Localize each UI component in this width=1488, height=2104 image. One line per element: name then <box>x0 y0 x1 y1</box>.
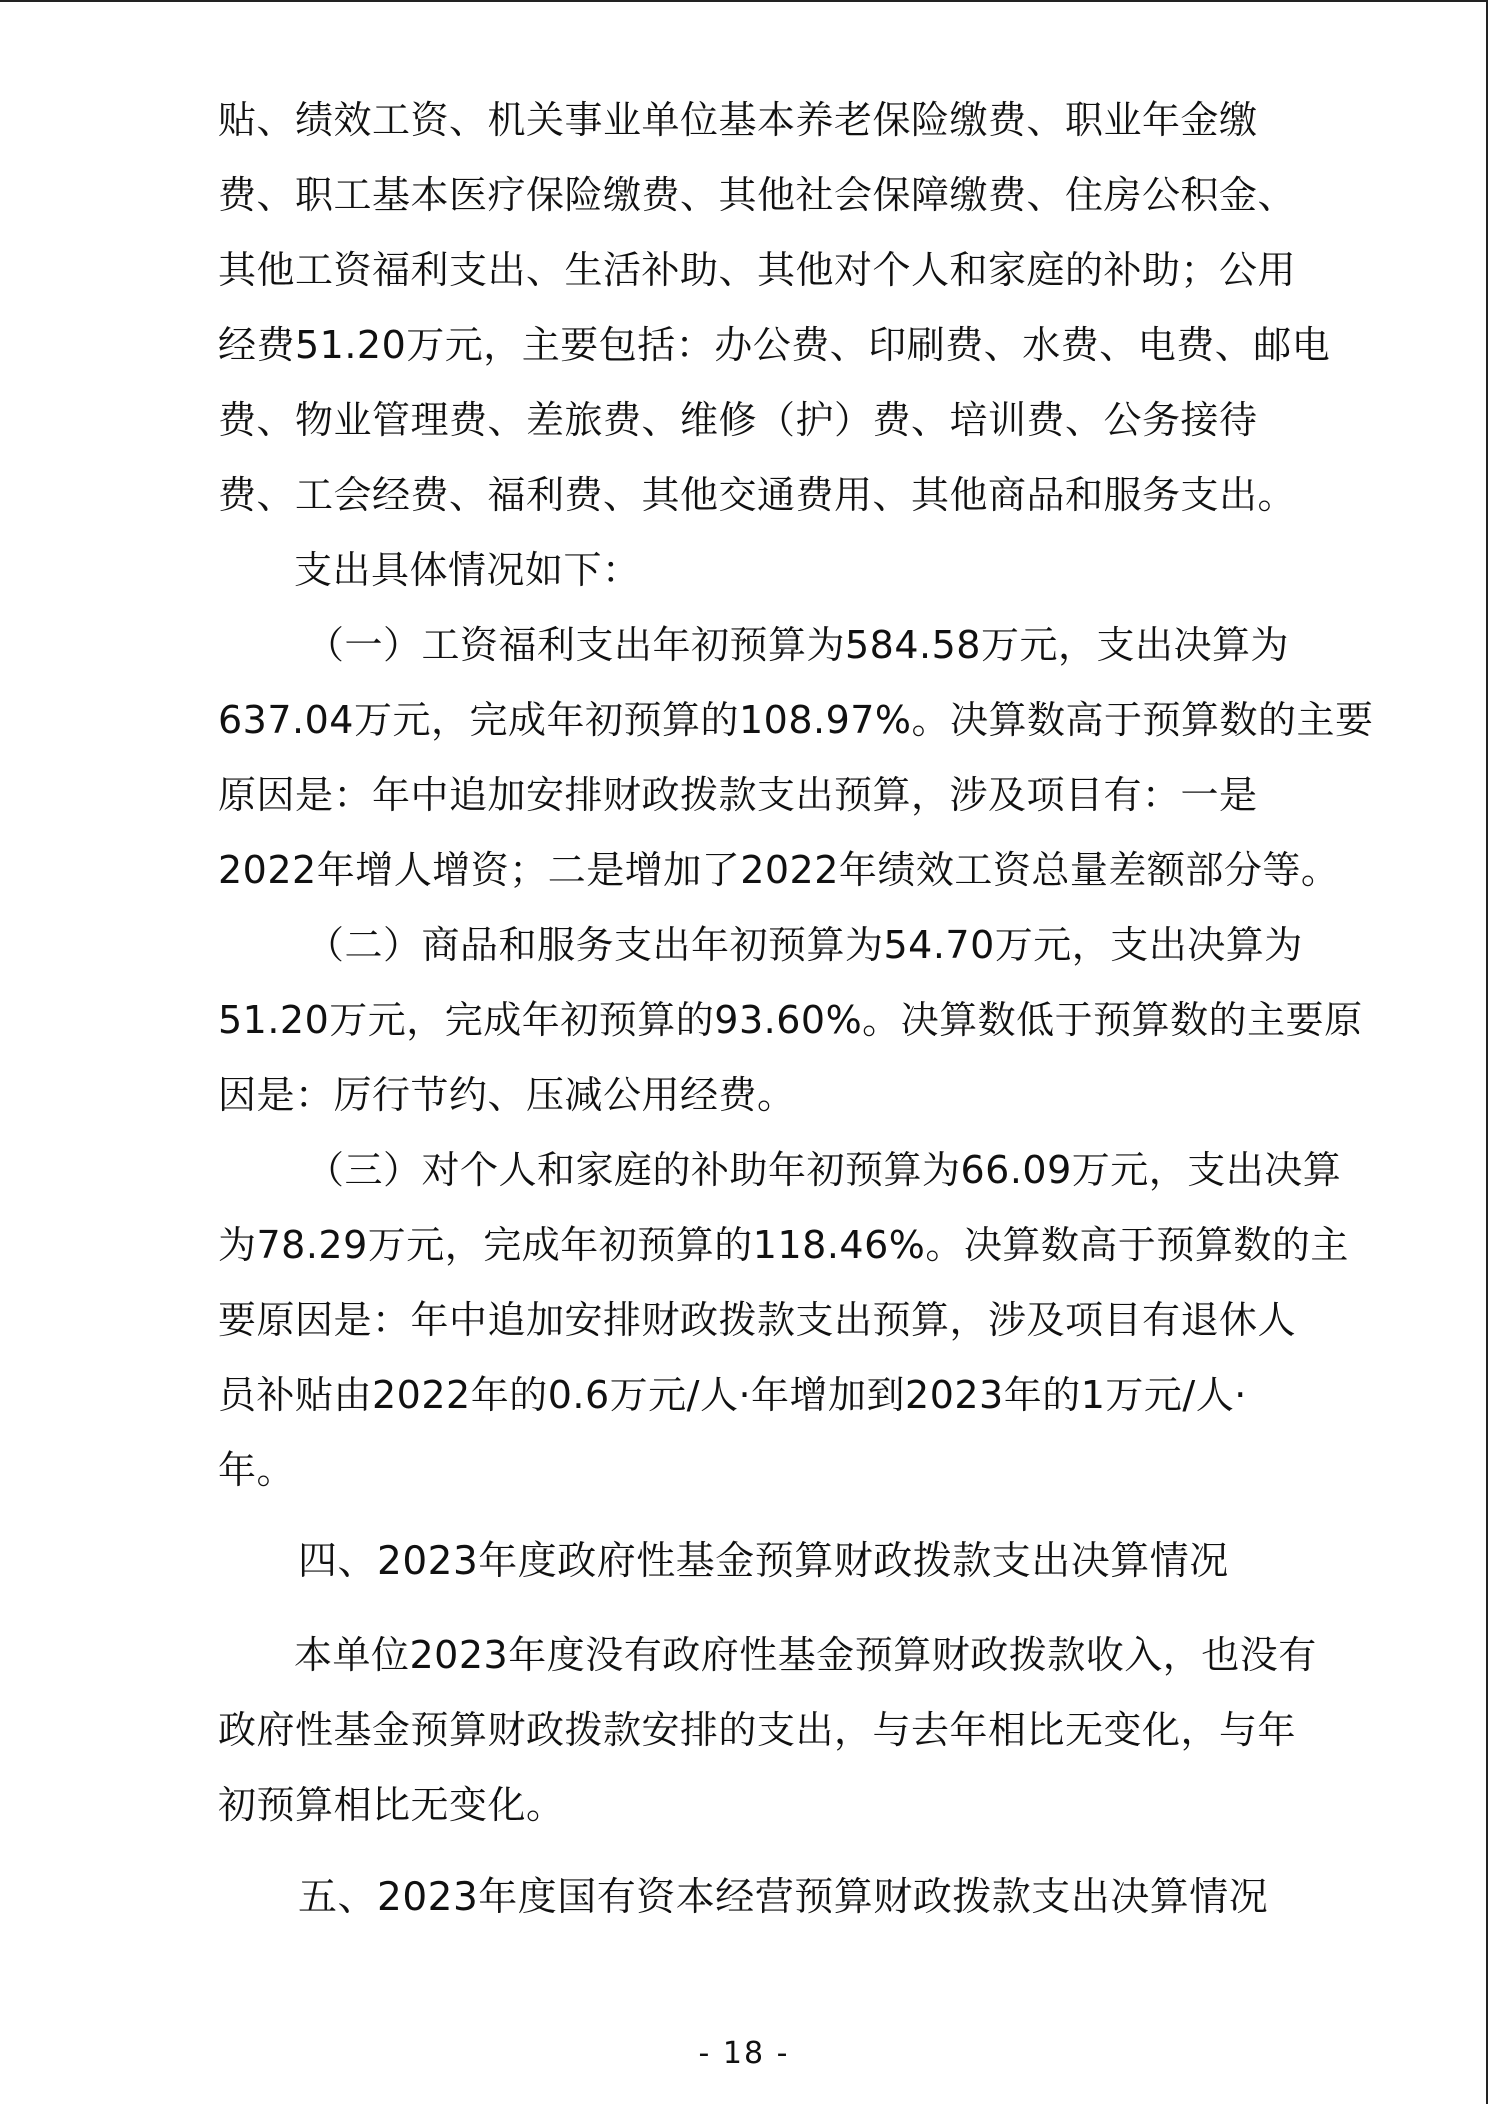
paragraph-line: 51.20万元，完成年初预算的93.60%。决算数低于预算数的主要原 <box>218 998 1363 1042</box>
paragraph-line: 费、工会经费、福利费、其他交通费用、其他商品和服务支出。 <box>218 473 1297 517</box>
section-heading-4: 四、2023年度政府性基金预算财政拨款支出决算情况 <box>298 1539 1229 1584</box>
page-top-border <box>0 0 1488 2</box>
paragraph-line: 费、物业管理费、差旅费、维修（护）费、培训费、公务接待 <box>218 398 1258 442</box>
paragraph-line: （二）商品和服务支出年初预算为54.70万元，支出决算为 <box>306 923 1303 967</box>
paragraph-line: 2022年增人增资；二是增加了2022年绩效工资总量差额部分等。 <box>218 848 1340 892</box>
paragraph-line: 费、职工基本医疗保险缴费、其他社会保障缴费、住房公积金、 <box>218 173 1297 217</box>
paragraph-line: 637.04万元，完成年初预算的108.97%。决算数高于预算数的主要 <box>218 698 1374 742</box>
page-number: - 18 - <box>698 2036 790 2071</box>
paragraph-line: （一）工资福利支出年初预算为584.58万元，支出决算为 <box>306 623 1289 667</box>
paragraph-line: 因是：厉行节约、压减公用经费。 <box>218 1073 796 1117</box>
paragraph-line: 本单位2023年度没有政府性基金预算财政拨款收入，也没有 <box>294 1633 1317 1677</box>
paragraph-line: 为78.29万元，完成年初预算的118.46%。决算数高于预算数的主 <box>218 1223 1349 1267</box>
paragraph-line: 其他工资福利支出、生活补助、其他对个人和家庭的补助；公用 <box>218 248 1297 292</box>
paragraph-line: 要原因是：年中追加安排财政拨款支出预算，涉及项目有退休人 <box>218 1298 1297 1342</box>
paragraph-line: 原因是：年中追加安排财政拨款支出预算，涉及项目有：一是 <box>218 773 1258 817</box>
paragraph-line: 政府性基金预算财政拨款安排的支出，与去年相比无变化，与年 <box>218 1708 1297 1752</box>
paragraph-line: 初预算相比无变化。 <box>218 1783 565 1827</box>
paragraph-line: 支出具体情况如下： <box>294 548 641 592</box>
paragraph-line: 贴、绩效工资、机关事业单位基本养老保险缴费、职业年金缴 <box>218 98 1258 142</box>
section-heading-5: 五、2023年度国有资本经营预算财政拨款支出决算情况 <box>298 1875 1269 1920</box>
paragraph-line: 员补贴由2022年的0.6万元/人·年增加到2023年的1万元/人· <box>218 1373 1247 1417</box>
paragraph-line: （三）对个人和家庭的补助年初预算为66.09万元，支出决算 <box>306 1148 1342 1192</box>
paragraph-line: 年。 <box>218 1448 296 1492</box>
paragraph-line: 经费51.20万元，主要包括：办公费、印刷费、水费、电费、邮电 <box>218 323 1331 367</box>
